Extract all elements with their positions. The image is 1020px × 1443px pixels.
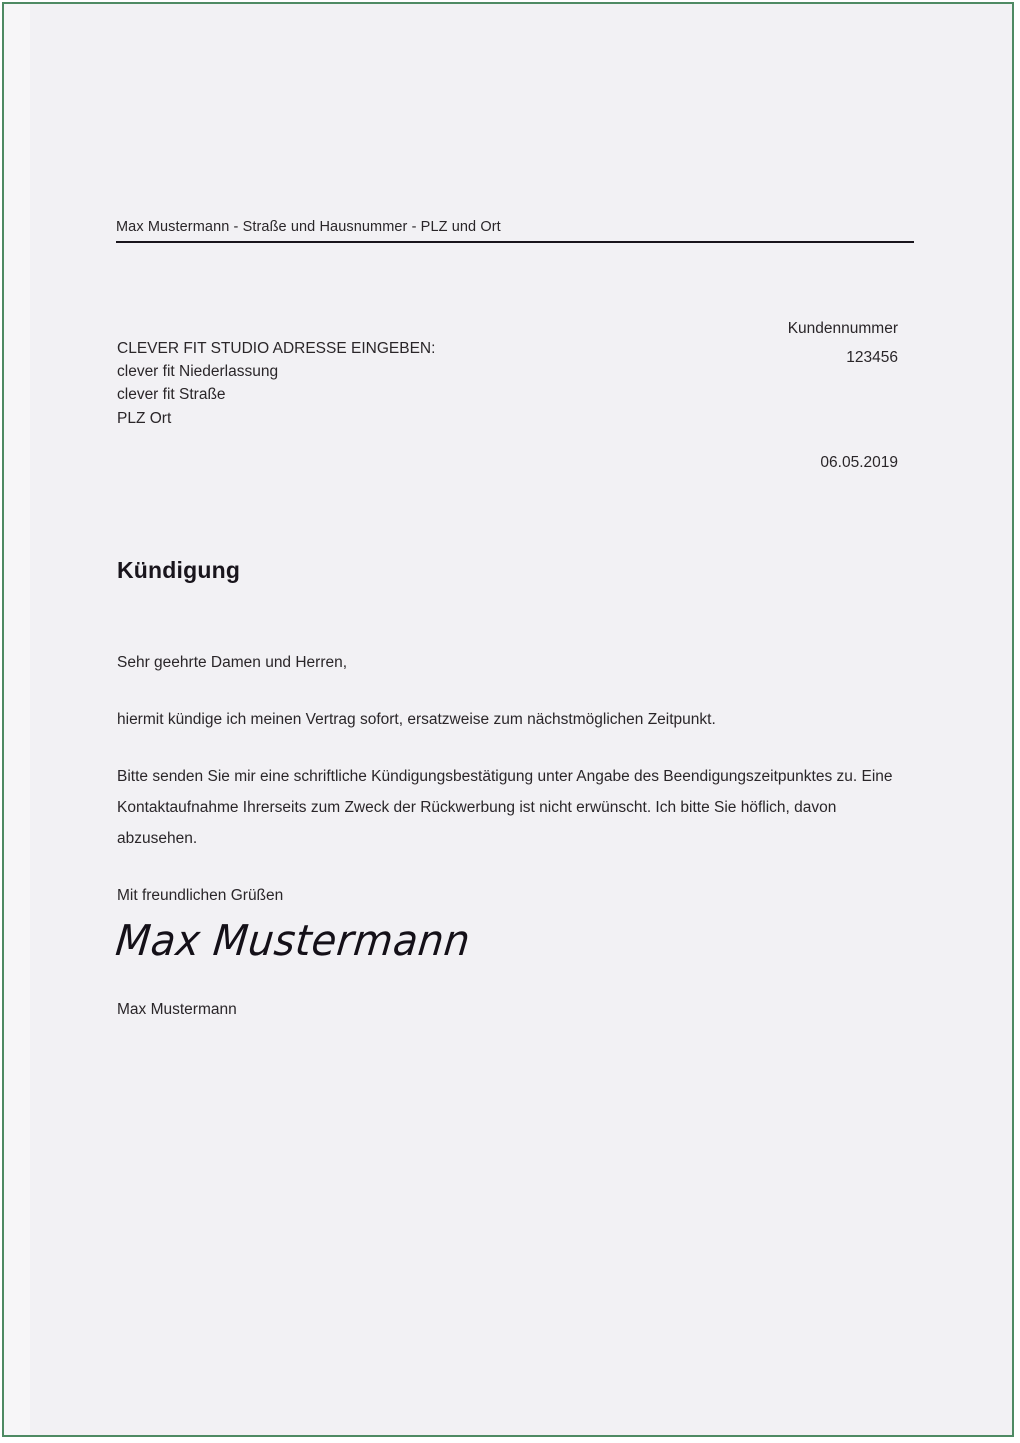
recipient-line-1: CLEVER FIT STUDIO ADRESSE EINGEBEN: [117, 340, 436, 357]
letter-sheet [4, 4, 1012, 1435]
body-paragraph-1: hiermit kündige ich meinen Vertrag sofort, ersatzweise zum nächstmöglichen Zeitpunkt. [117, 711, 716, 728]
recipient-line-4: PLZ Ort [117, 409, 172, 427]
handwritten-signature: Max Mustermann [113, 916, 473, 966]
recipient-line-2: clever fit Niederlassung [117, 363, 279, 381]
recipient-line-3: clever fit Straße [117, 386, 226, 404]
page-frame [2, 2, 1014, 1437]
customer-number-block [788, 314, 898, 372]
letter-body [117, 647, 917, 937]
body-salutation: Sehr geehrte Damen und Herren, [117, 654, 348, 671]
customer-number-value: 123456 [846, 349, 898, 366]
sender-line-row [116, 219, 914, 243]
body-closing: Mit freundlichen Grüßen [117, 887, 284, 904]
letter-subject-heading: Kündigung [117, 557, 241, 583]
sender-address-line: Max Mustermann - Straße und Hausnummer - PLZ und Ort [116, 219, 501, 235]
customer-number-label: Kundennummer [787, 320, 898, 337]
body-paragraph-2: Bitte senden Sie mir eine schriftliche Kündigungsbestätigung unter Angabe des Beendigungszeitpunktes zu. Eine Kontaktaufnahme Ihrerseits zum Zweck der Rückwerbung ist nicht erwünscht. Ich bitte Sie höflich, davon abzusehen. [117, 768, 893, 847]
recipient-address-block [117, 337, 435, 430]
letter-date: 06.05.2019 [820, 454, 898, 471]
sender-rule-divider [116, 241, 914, 243]
typed-signature-name: Max Mustermann [117, 1001, 237, 1018]
